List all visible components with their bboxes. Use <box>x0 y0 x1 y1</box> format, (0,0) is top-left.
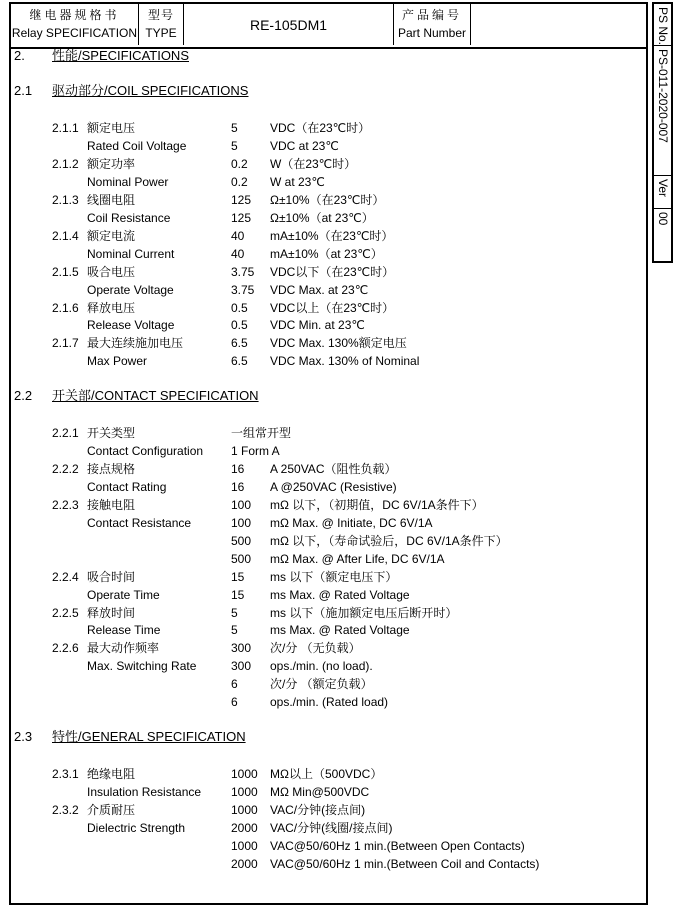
spec-value: 5 <box>231 623 238 637</box>
spec-value: 5 <box>231 121 238 135</box>
item-number: 2.1.3 <box>52 193 79 207</box>
spec-value: 300 <box>231 659 252 673</box>
item-number: 2.2.3 <box>52 498 79 512</box>
spec-description: VAC@50/60Hz 1 min.(Between Coil and Contacts) <box>270 857 540 871</box>
spec-value: 15 <box>231 588 245 602</box>
spec-label: Release Voltage <box>87 318 175 332</box>
type-cell <box>139 4 184 45</box>
section-number: 2.3 <box>14 729 33 744</box>
spec-label: Max. Switching Rate <box>87 659 197 673</box>
title-block <box>11 4 646 49</box>
main-section-number: 2. <box>14 48 25 63</box>
spec-description: VAC/分钟(接点间) <box>270 803 366 817</box>
spec-description: VDC以下（在23℃时） <box>270 265 395 279</box>
spec-value: 0.2 <box>231 157 248 171</box>
spec-value: 0.5 <box>231 318 248 332</box>
item-number: 2.2.4 <box>52 570 79 584</box>
spec-label: 吸合时间 <box>87 570 136 584</box>
spec-label: Contact Rating <box>87 480 167 494</box>
spec-label: Nominal Power <box>87 175 169 189</box>
spec-description: A @250VAC (Resistive) <box>270 480 397 494</box>
spec-description: ops./min. (no load). <box>270 659 373 673</box>
spec-value: 1000 <box>231 839 258 853</box>
spec-description: A 250VAC（阻性负载） <box>270 462 397 476</box>
spec-value: 6.5 <box>231 336 248 350</box>
ver-value-cell <box>654 209 671 261</box>
ps-label-cell <box>654 4 671 46</box>
spec-value: 16 <box>231 462 245 476</box>
spec-value: 5 <box>231 139 238 153</box>
spec-description: mA±10%（at 23℃） <box>270 247 383 261</box>
spec-description: VDC（在23℃时） <box>270 121 371 135</box>
item-number: 2.1.2 <box>52 157 79 171</box>
doc-id-strip <box>652 2 673 263</box>
spec-value: 6 <box>231 695 238 709</box>
section-number: 2.2 <box>14 388 33 403</box>
spec-label: 吸合电压 <box>87 265 136 279</box>
spec-value: 125 <box>231 193 252 207</box>
spec-value: 1 Form A <box>231 444 280 458</box>
spec-description: 次/分 （额定负载） <box>270 677 373 691</box>
spec-label: 接触电阻 <box>87 498 136 512</box>
ps-value: PS-011-2020-007 <box>656 49 670 143</box>
item-number: 2.1.5 <box>52 265 79 279</box>
spec-value: 1000 <box>231 785 258 799</box>
spec-value: 16 <box>231 480 245 494</box>
type-cn: 型号 <box>147 8 174 22</box>
title-cell <box>11 4 139 45</box>
part-value-cell <box>471 4 646 45</box>
spec-label: 介质耐压 <box>87 803 136 817</box>
spec-value: 6.5 <box>231 354 248 368</box>
spec-description: W（在23℃时） <box>270 157 357 171</box>
spec-label: 额定电压 <box>87 121 136 135</box>
spec-label: Insulation Resistance <box>87 785 202 799</box>
spec-label: Rated Coil Voltage <box>87 139 187 153</box>
spec-label: Max Power <box>87 354 148 368</box>
spec-value: 0.5 <box>231 301 248 315</box>
section-title: 开关部/CONTACT SPECIFICATION <box>52 388 259 403</box>
spec-value: 3.75 <box>231 283 255 297</box>
section-title: 驱动部分/COIL SPECIFICATIONS <box>52 83 249 98</box>
ver-label-cell <box>654 176 671 209</box>
model-number: RE-105DM1 <box>249 17 328 33</box>
spec-label: Contact Resistance <box>87 516 192 530</box>
part-cn: 产品编号 <box>401 8 462 22</box>
spec-label: 释放电压 <box>87 301 136 315</box>
part-label-cell <box>394 4 471 45</box>
spec-description: mA±10%（在23℃时） <box>270 229 394 243</box>
spec-description: VDC Max. at 23℃ <box>270 283 369 297</box>
spec-label: 最大连续施加电压 <box>87 336 184 350</box>
ver-value: 00 <box>656 212 670 226</box>
spec-value: 3.75 <box>231 265 255 279</box>
spec-description: MΩ以上（500VDC） <box>270 767 383 781</box>
spec-value: 0.2 <box>231 175 248 189</box>
spec-label: 额定电流 <box>87 229 136 243</box>
spec-value: 5 <box>231 606 238 620</box>
spec-label: 释放时间 <box>87 606 136 620</box>
main-section-title: 性能/SPECIFICATIONS <box>52 48 189 63</box>
spec-value: 6 <box>231 677 238 691</box>
spec-value: 500 <box>231 552 252 566</box>
spec-value: 一组常开型 <box>231 426 292 440</box>
item-number: 2.3.1 <box>52 767 79 781</box>
spec-label: Operate Time <box>87 588 160 602</box>
spec-description: ms Max. @ Rated Voltage <box>270 623 410 637</box>
spec-label: Contact Configuration <box>87 444 204 458</box>
spec-value: 2000 <box>231 857 258 871</box>
item-number: 2.2.5 <box>52 606 79 620</box>
title-cn: 继电器规格书 <box>29 8 120 22</box>
section-title: 特性/GENERAL SPECIFICATION <box>52 729 246 744</box>
spec-label: Coil Resistance <box>87 211 171 225</box>
spec-description: 次/分 （无负载） <box>270 641 361 655</box>
spec-description: W at 23℃ <box>270 175 325 189</box>
spec-description: VAC/分钟(线圈/接点间) <box>270 821 393 835</box>
spec-value: 40 <box>231 247 245 261</box>
item-number: 2.3.2 <box>52 803 79 817</box>
spec-value: 100 <box>231 498 252 512</box>
title-en: Relay SPECIFICATION <box>11 26 138 40</box>
ps-value-cell <box>654 46 671 176</box>
spec-label: 线圈电阻 <box>87 193 136 207</box>
model-cell <box>184 4 394 45</box>
spec-label: 接点规格 <box>87 462 136 476</box>
spec-label: 绝缘电阻 <box>87 767 136 781</box>
item-number: 2.1.1 <box>52 121 79 135</box>
spec-label: 开关类型 <box>87 426 136 440</box>
spec-description: VDC at 23℃ <box>270 139 339 153</box>
ps-label: PS No. <box>656 7 670 46</box>
spec-value: 125 <box>231 211 252 225</box>
item-number: 2.2.6 <box>52 641 79 655</box>
spec-value: 1000 <box>231 767 258 781</box>
spec-description: VAC@50/60Hz 1 min.(Between Open Contacts) <box>270 839 525 853</box>
spec-value: 15 <box>231 570 245 584</box>
item-number: 2.1.6 <box>52 301 79 315</box>
spec-label: 最大动作频率 <box>87 641 160 655</box>
spec-description: ms 以下（施加额定电压后断开时） <box>270 606 458 620</box>
spec-description: VDC Min. at 23℃ <box>270 318 365 332</box>
spec-description: VDC Max. 130%额定电压 <box>270 336 407 350</box>
item-number: 2.2.2 <box>52 462 79 476</box>
spec-value: 500 <box>231 534 252 548</box>
item-number: 2.2.1 <box>52 426 79 440</box>
spec-value: 100 <box>231 516 252 530</box>
spec-description: ms Max. @ Rated Voltage <box>270 588 410 602</box>
spec-label: Operate Voltage <box>87 283 174 297</box>
type-en: TYPE <box>145 26 177 40</box>
item-number: 2.1.4 <box>52 229 79 243</box>
section-number: 2.1 <box>14 83 33 98</box>
spec-value: 40 <box>231 229 245 243</box>
item-number: 2.1.7 <box>52 336 79 350</box>
spec-description: mΩ Max. @ Initiate, DC 6V/1A <box>270 516 433 530</box>
spec-description: MΩ Min@500VDC <box>270 785 370 799</box>
spec-label: Release Time <box>87 623 161 637</box>
spec-description: ops./min. (Rated load) <box>270 695 389 709</box>
spec-description: Ω±10%（在23℃时） <box>270 193 385 207</box>
spec-description: VDC Max. 130% of Nominal <box>270 354 420 368</box>
ver-label: Ver <box>656 179 670 198</box>
part-en: Part Number <box>397 26 467 40</box>
spec-value: 1000 <box>231 803 258 817</box>
spec-label: 额定功率 <box>87 157 136 171</box>
spec-value: 300 <box>231 641 252 655</box>
spec-description: ms 以下（额定电压下） <box>270 570 398 584</box>
spec-description: mΩ Max. @ After Life, DC 6V/1A <box>270 552 445 566</box>
spec-description: mΩ 以下，（寿命试验后，DC 6V/1A条件下） <box>270 534 508 548</box>
spec-label: Dielectric Strength <box>87 821 186 835</box>
spec-description: mΩ 以下，（初期值，DC 6V/1A条件下） <box>270 498 484 512</box>
spec-value: 2000 <box>231 821 258 835</box>
spec-description: Ω±10%（at 23℃） <box>270 211 374 225</box>
spec-label: Nominal Current <box>87 247 175 261</box>
spec-description: VDC以上（在23℃时） <box>270 301 395 315</box>
